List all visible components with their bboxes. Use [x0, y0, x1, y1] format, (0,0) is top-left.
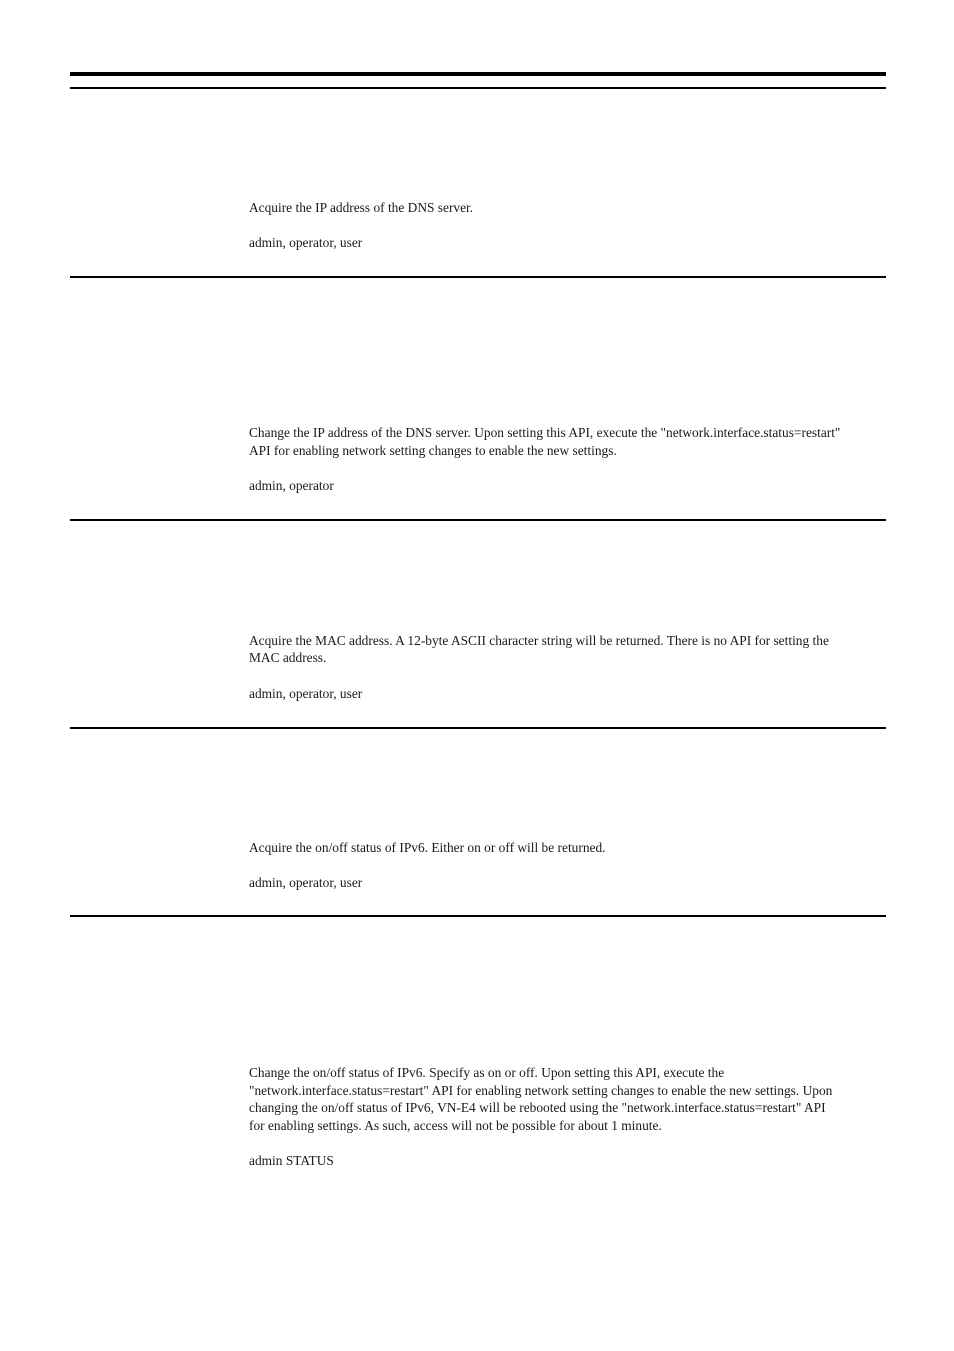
entry-5-description-line-2: "network.interface.status=restart" API for enabling network setting changes to enable the new settings. Upon: [249, 1083, 833, 1098]
header-rule-thick: [70, 72, 886, 76]
entry-separator-2: [70, 519, 886, 521]
entry-2-permissions: admin, operator: [249, 478, 334, 493]
entry-2-description-line-1: Change the IP address of the DNS server. Upon setting this API, execute the "network.interface.status=restart": [249, 425, 841, 440]
entry-5-description-line-1: Change the on/off status of IPv6. Specify as on or off. Upon setting this API, execute the: [249, 1065, 725, 1080]
header-rule-thin: [70, 87, 886, 89]
entry-2-description-line-2: API for enabling network setting changes to enable the new settings.: [249, 443, 617, 458]
entry-separator-3: [70, 727, 886, 729]
entry-4-permissions: admin, operator, user: [249, 875, 363, 890]
entry-separator-1: [70, 276, 886, 278]
entry-1-permissions: admin, operator, user: [249, 235, 363, 250]
entry-separator-4: [70, 915, 886, 917]
entry-5-description-line-3: changing the on/off status of IPv6, VN-E4 will be rebooted using the "network.interface.status=restart" API: [249, 1100, 826, 1115]
entry-4-description-line-1: Acquire the on/off status of IPv6. Either on or off will be returned.: [249, 840, 606, 855]
entry-3-description-line-2: MAC address.: [249, 650, 327, 665]
entry-3-permissions: admin, operator, user: [249, 686, 363, 701]
entry-5-description-line-4: for enabling settings. As such, access will not be possible for about 1 minute.: [249, 1118, 662, 1133]
entry-3-description-line-1: Acquire the MAC address. A 12-byte ASCII character string will be returned. There is no API for setting the: [249, 633, 829, 648]
entry-5-permissions: admin STATUS: [249, 1153, 334, 1168]
entry-1-description-line-1: Acquire the IP address of the DNS server.: [249, 200, 474, 215]
